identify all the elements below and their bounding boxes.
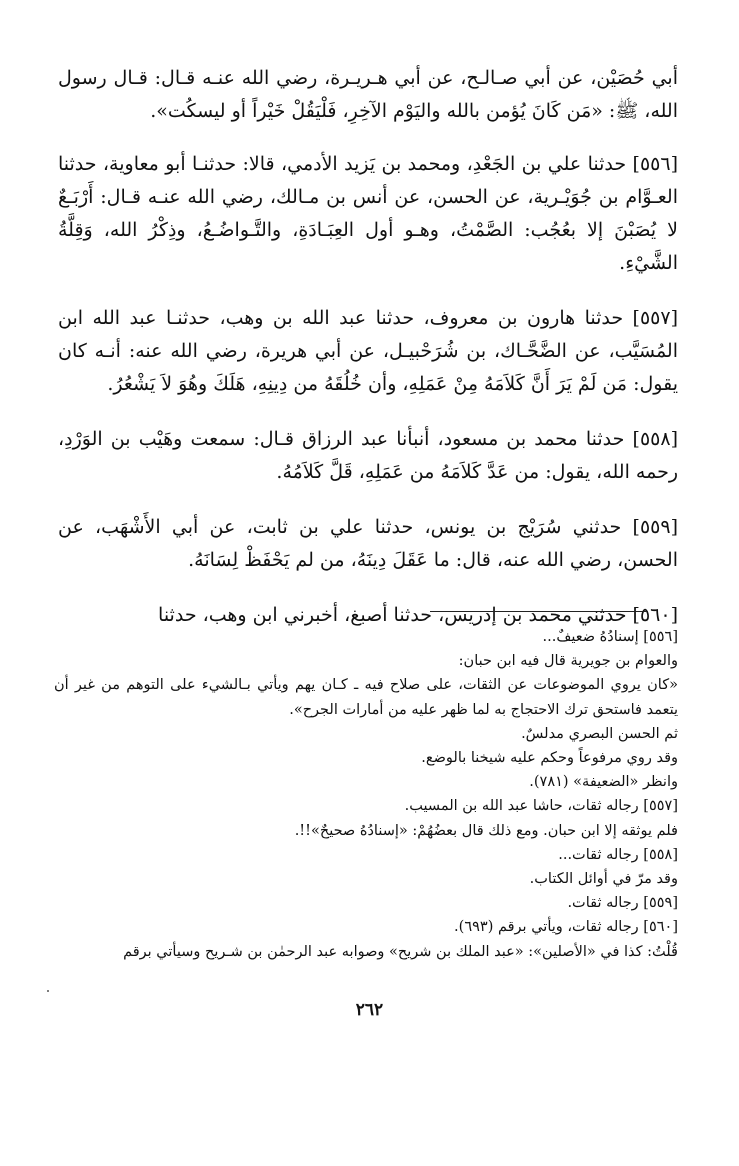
footnote-line: «كان يروي الموضوعات عن الثقات، على صلاح فيه ـ كـان يهم ويأتي بـالشيء على التوهم من غير أن يتعمد فاستحق ترك الاحتجاج به لما ظهر عليه من أمارات الجرح». [54,677,678,718]
page-number: ٢٦٢ [355,1000,384,1020]
hadith-560: [٥٦٠] حدثني محمد بن إدريس، حدثنا أصبغ، أخبرني ابن وهب، حدثنا [158,604,678,626]
hadith-558: [٥٥٨] حدثنا محمد بن مسعود، أنبأنا عبد الرزاق قـال: سمعت وهَيْب بن الوَرْدِ، رحمه الله، يقول: من عَدَّ كَلاَمَهُ من عَمَلِهِ، قَلَّ كَلاَمُهُ. [58,428,678,483]
footnote-line: والعوام بن جويرية قال فيه ابن حبان: [458,653,678,670]
scan-speck [47,990,49,992]
footnote-line: قُلْتُ: كذا في «الأصلين»: «عبد الملك بن شريح» وصوابه عبد الرحمٰن بن شـريح وسيأتي برقم [123,943,678,960]
footnote-line: [٥٥٨] رجاله ثقات... [558,846,678,863]
footnote-line: [٥٥٧] رجاله ثقات، حاشا عبد الله بن المسيب. [404,798,678,815]
footnote-line: وقد روي مرفوعاً وحكم عليه شيخنا بالوضع. [421,750,678,767]
footnote-line: وقد مرّ في أوائل الكتاب. [529,871,678,888]
hadith-559: [٥٥٩] حدثني سُرَيْج بن يونس، حدثنا علي بن ثابت، عن أبي الأَشْهَب، عن الحسن، رضي الله عنه، قال: ما عَقَلَ دِينَهُ، من لم يَحْفَظْ لِسَانَهُ. [58,516,678,571]
footnote-line: ثم الحسن البصري مدلسٌ. [521,725,678,742]
footnotes [54,625,678,964]
footnote-line: [٥٥٩] رجاله ثقات. [567,895,678,912]
footnote-line: فلم يوثقه إلا ابن حبان. ومع ذلك قال بعضُهُمْ: «إسنادُهُ صحيحٌ»!!. [294,822,678,839]
footnote-line: [٥٦٠] رجاله ثقات، ويأتي برقم (٦٩٣). [454,919,678,936]
footnote-separator [430,611,648,612]
footnote-line: [٥٥٦] إسنادُهُ ضعيفٌ... [542,629,678,645]
hadith-556: [٥٥٦] حدثنا علي بن الجَعْدِ، ومحمد بن يَزيد الأدمي، قالا: حدثنـا أبو معاوية، حدثنا العـوَّام بن جُوَيْـرية، عن الحسن، عن أنس بن مـالك، رضي الله عنـه قـال: أَرْبَـعٌ لا يُصَبْنَ إلا بعُجُب: الصَّمْتُ، وهـو أول العِبَـادَةِ، والتَّـواضُـعُ، وذِكْرُ الله، وَقِلَّةُ الشَّيْءِ. [58,153,678,274]
footnote-line: وانظر «الضعيفة» (٧٨١). [529,774,678,791]
main-text [58,62,678,654]
hadith-557: [٥٥٧] حدثنا هارون بن معروف، حدثنا عبد الله بن وهب، حدثنـا عبد الله ابن المُسَيَّب، عن الضَّحَّـاك، بن شُرَحْبيـل، عن أبي هريرة، رضي الله عنه: أنـه كان يقول: مَن لَمْ يَرَ أَنَّ كَلاَمَهُ مِنْ عَمَلِهِ، وأن خُلُقَهُ من دِينِهِ، هَلَكَ وهُوَ لاَ يَشْعُرُ. [58,307,678,395]
paragraph-continuation: أبي حُصَيْن، عن أبي صـالـح، عن أبي هـريـرة، رضي الله عنـه قـال: قـال رسول الله، ﷺ: «مَن كَانَ يُؤمن بالله واليَوْم الآخِرِ، فَلْيَقُلْ خَيْراً أو ليسكُت». [58,67,678,122]
